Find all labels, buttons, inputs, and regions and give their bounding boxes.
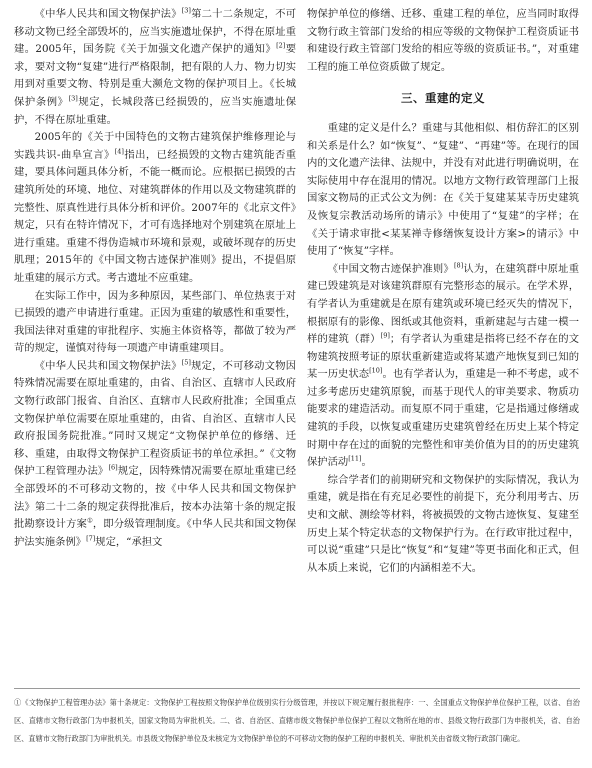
footnote: ①《文物保护工程管理办法》第十条规定：文物保护工程按照文物保护单位级别实行分级管理，并按以下规定履行报批程序：一、全国重点文物保护单位保护工程，以省、自治区、直辖市文物行政部门为申报机关，国家文物局为审批机关。二、省、自治区、直辖市级文物保护单位保护工程以文物所在地的市、县级文物行政部门为申报机关，省、自治区、直辖市文物行政部门为审批机关。市县级文物保护单位及未核定为文物保护单位的不可移动文物的保护工程的申报机关、审批机关由省级文物行政部门确定。 [14,698,580,743]
citation: [3] [181,6,191,15]
citation: [10] [369,366,383,375]
paragraph: 综合学者们的前期研究和文物保护的实际情况，我认为重建，就是指在有充足必要性的前提下，充分利用考古、历史和文献、测绘等材料，将被损毁的文物古迹恢复、复建至历史上某个特定状态的文物保护行为。在行政审批过程中，可以说“重建”只是比“恢复”和“复建”等更书面化和正式，但从本质上来说，它们的内涵相差不大。 [307,473,579,574]
citation: [3] [68,94,78,103]
citation: [11] [348,454,362,463]
citation: [2] [276,41,286,50]
citation: [4] [114,147,124,156]
footnote-marker: ① [86,516,93,525]
citation: [8] [453,261,464,270]
footnote-divider [14,688,580,689]
paragraph: 《中华人民共和国文物保护法》[5]规定，不可移动文物因特殊情况需要在原址重建的，由省、自治区、直辖市人民政府文物行政部门报省、自治区、直辖市人民政府批准；全国重点文物保护单位需要在原址重建的，由省、自治区、直辖市人民政府报国务院批准。”同时又规定“文物保护单位的修缮、迁移、重建，由取得文物保护工程资质证书的单位承担。”《文物保护工程管理办法》[6]规定，因特殊情况需要在原址重建已经全部毁坏的不可移动文物的，按《中华人民共和国文物保护法》第二十二条的规定获得批准后，按本办法第十条的规定报批勘察设计方案①，即分级管理制度。《中华人民共和国文物保护法实施条例》[7]规定，“承担文 [14,358,297,548]
paragraph: 《中国文物古迹保护准则》[8]认为，在建筑群中原址重建已毁建筑是对该建筑群原有完整形态的展示。在学术界，有学者认为重建就是在原有建筑或环境已经灭失的情况下，根据原有的影像、图纸或其他资料，重新建起与古建一模一样的建筑（群）[9]；有学者认为重建是指将已经不存在的文物建筑按照考证的原状重新建造或将某遗产地恢复到已知的某一历史状态[10]。也有学者认为，重建是一种不考虑，或不过多考虑历史建筑原貌，而基于现代人的审美要求、物质功能要求的建造活动。而复原不同于重建，它是指通过修缮或建筑的手段，以恢复或重建历史建筑曾经在历史上某个特定时期中存在过的面貌的完整性和审美价值为目的的历史建筑保护活动[11]。 [307,261,580,469]
paragraph: 重建的定义是什么？重建与其他相似、相仿辞汇的区别和关系是什么？如“恢复”、“复建”、“再建”等。在现行的国内的文化遗产法律、法规中，并没有对此进行明确说明，在实际使用中存在混用的情况。以地方文物行政管理部门上报国家文物局的正式公文为例：在《关于复建某某寺历史建筑及恢复宗教活动场所的请示》中使用了“复建”的字样；在《关于请求审批<某某禅寺修缮恢复设计方案>的请示》中使用了“恢复”字样。 [307,121,579,258]
paragraph: 在实际工作中，因为多种原因，某些部门、单位热衷于对已损毁的遗产申请进行重建。正因为重建的敏感性和重要性，我国法律对重建的审批程序、实施主体资格等，都做了较为严苛的规定，谨慎对待每一项遗产申请重建项目。 [14,289,296,355]
citation: [5] [181,358,191,367]
paragraph: 《中华人民共和国文物保护法》[3]第二十二条规定，不可移动文物已经全部毁坏的，应当实施遗址保护，不得在原址重建。2005年，国务院《关于加强文化遗产保护的通知》[2]要求，要对文物“复建”进行严格限制，把有限的人力、物力切实用到对重要文物、特别是重大濒危文物的保护项目上。《长城保护条例》[3]规定，长城段落已经损毁的，应当实施遗址保护，不得在原址重建。 [14,6,297,126]
right-column [307,6,579,577]
paragraph: 2005年的《关于中国特色的文物古建筑保护维修理论与实践共识-曲阜宣言》[4]指出，已经损毁的文物古建筑能否重建，要具体问题具体分析，不能一概而论。应根据已损毁的古建筑所处的环境、地位、对建筑群体的作用以及文物建筑群的完整性、原真性进行具体分析和评价。2007年的《北京文件》规定，只有在特许情况下，才可有选择地对个别建筑在原址上进行重建。重建不得伪造城市环境和景观，或破坏现存的历史肌理；2015年的《中国文物古迹保护准则》提出，不提倡原址重建的展示方式。考古遗址不应重建。 [14,131,296,284]
section-heading: 三、重建的定义 [401,91,485,106]
citation: [6] [108,464,118,473]
paragraph: 物保护单位的修缮、迁移、重建工程的单位，应当同时取得文物行政主管部门发给的相应等级的文物保护工程资质证书和建设行政主管部门发给的相应等级的资质证书。”，对重建工程的施工单位资质做了规定。 [307,8,579,73]
citation: [9] [380,331,390,340]
citation: [7] [86,534,96,543]
left-column [14,6,296,551]
